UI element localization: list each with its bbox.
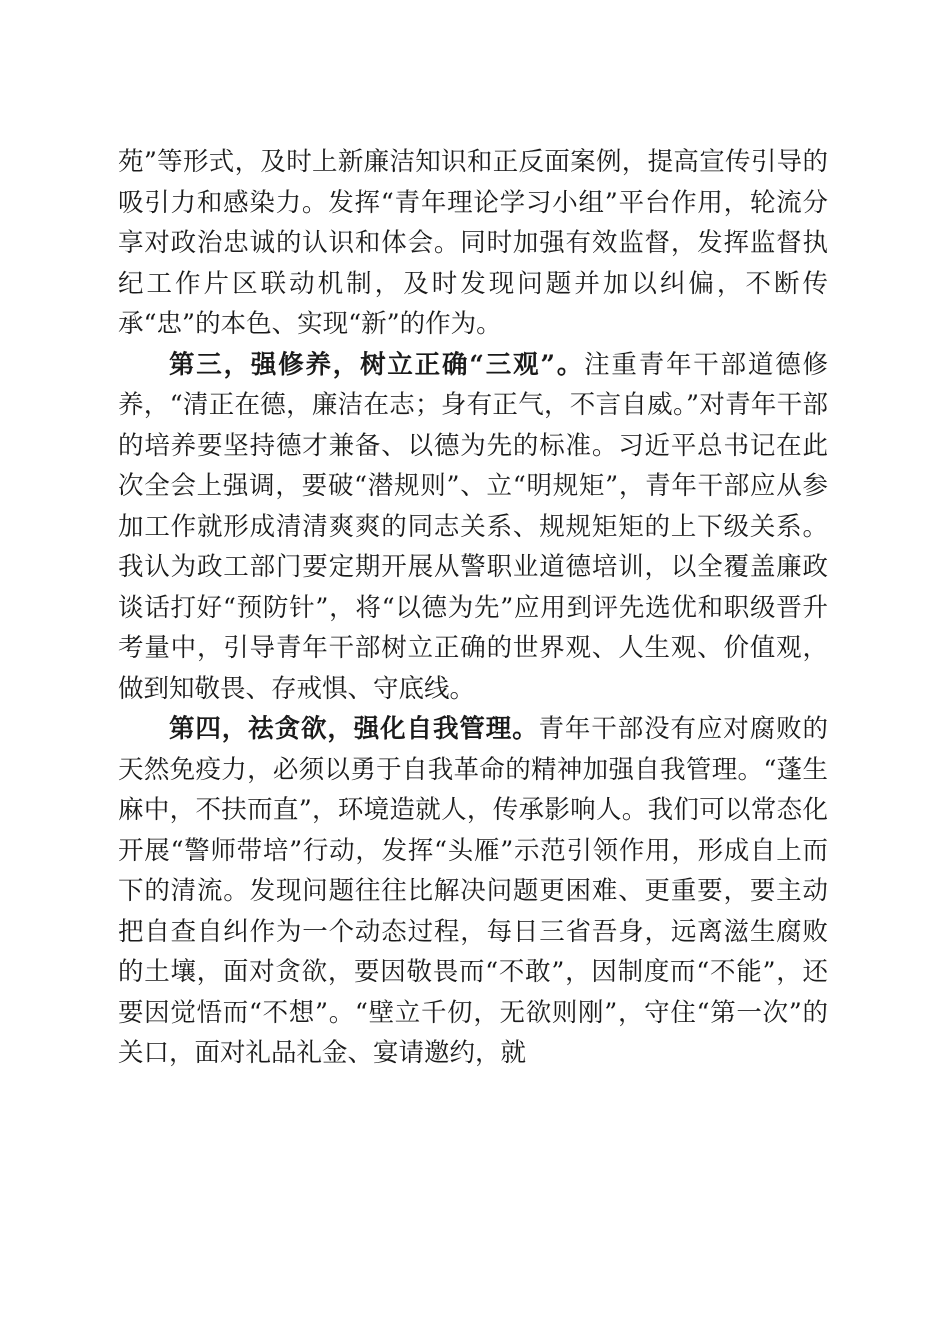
paragraph-heading: 第四，祛贪欲，强化自我管理。 bbox=[169, 714, 539, 744]
paragraph-text: 苑”等形式，及时上新廉洁知识和正反面案例，提高宣传引导的吸引力和感染力。发挥“青年理论学习小组”平台作用，轮流分享对政治忠诚的认识和体会。同时加强有效监督，发挥监督执纪工作片区联动机制，及时发现问题并加以纠偏，不断传承“忠”的本色、实现“新”的作为。 bbox=[118, 147, 828, 339]
paragraph-continuation bbox=[118, 142, 828, 345]
paragraph-heading: 第三，强修养，树立正确“三观”。 bbox=[169, 349, 585, 380]
paragraph-fourth-point bbox=[118, 709, 828, 1074]
paragraph-text: 青年干部没有应对腐败的天然免疫力，必须以勇于自我革命的精神加强自我管理。“蓬生麻中，不扶而直”，环境造就人，传承影响人。我们可以常态化开展“警师带培”行动，发挥“头雁”示范引领作用，形成自上而下的清流。发现问题往往比解决问题更困难、更重要，要主动把自查自纠作为一个动态过程，每日三省吾身，远离滋生腐败的土壤，面对贪欲，要因敬畏而“不敢”，因制度而“不能”，还要因觉悟而“不想”。“壁立千仞，无欲则刚”，守住“第一次”的关口，面对礼品礼金、宴请邀约，就 bbox=[118, 714, 828, 1068]
paragraph-text: 注重青年干部道德修养，“清正在德，廉洁在志；身有正气，不言自威。”对青年干部的培养要坚持德才兼备、以德为先的标准。习近平总书记在此次全会上强调，要破“潜规则”、立“明规矩”，青年干部应从参加工作就形成清清爽爽的同志关系、规规矩矩的上下级关系。我认为政工部门要定期开展从警职业道德培训，以全覆盖廉政谈话打好“预防针”，将“以德为先”应用到评先选优和职级晋升考量中，引导青年干部树立正确的世界观、人生观、价值观，做到知敬畏、存戒惧、守底线。 bbox=[118, 349, 828, 704]
document-body bbox=[118, 142, 828, 1074]
paragraph-third-point bbox=[118, 345, 828, 710]
